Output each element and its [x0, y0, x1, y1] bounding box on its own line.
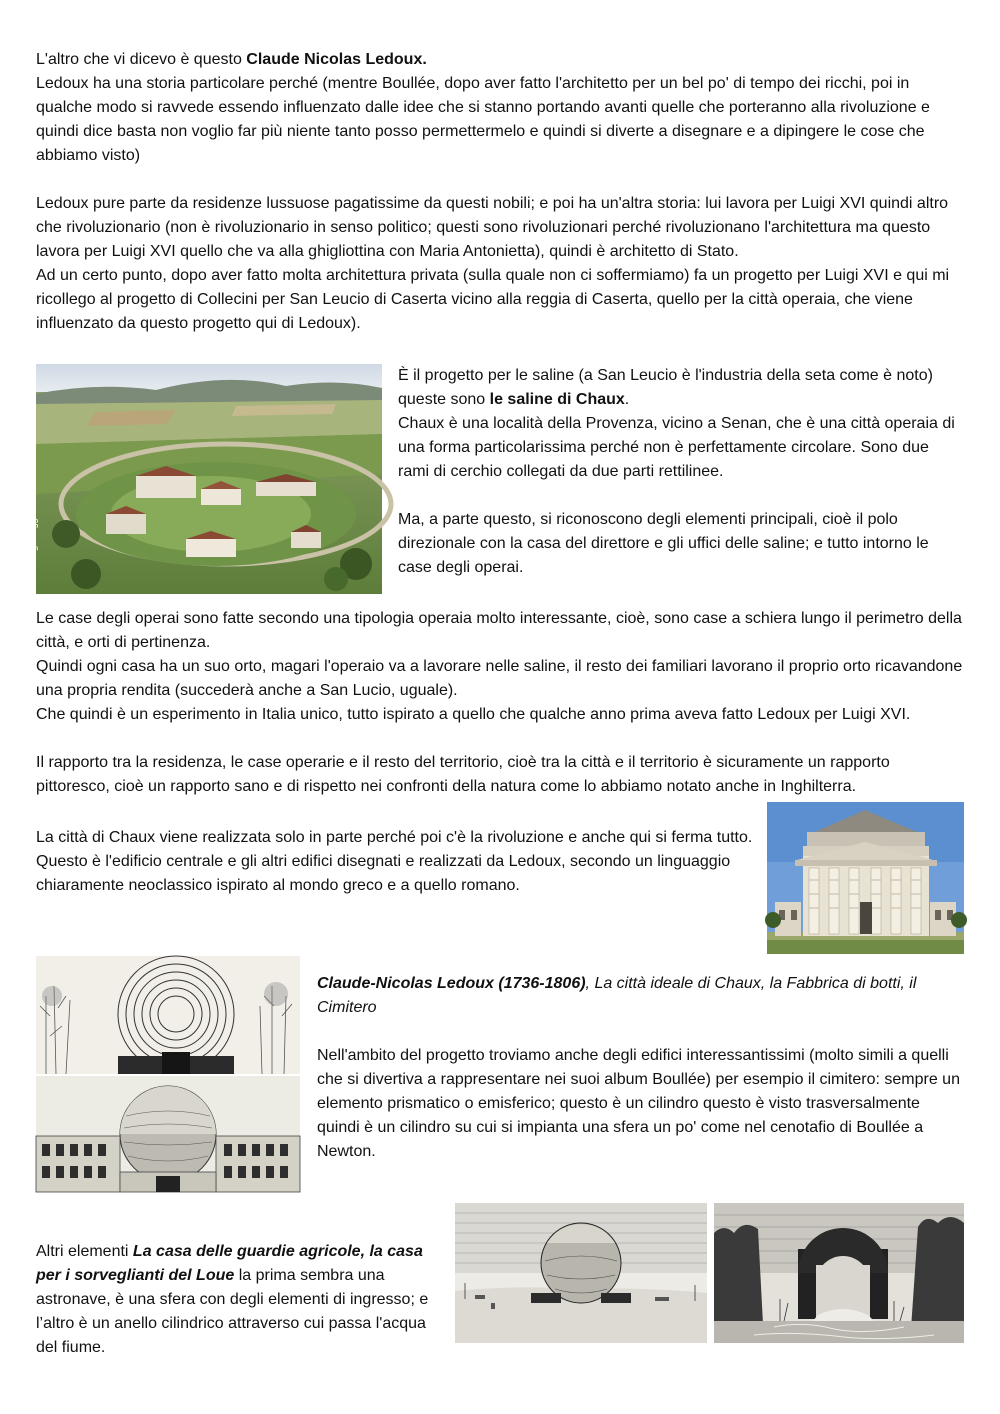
intro-paragraph-3: Ledoux pure parte da residenze lussuose pagatissime da questi nobili; e poi ha un'altra storia: lui lavora per Luigi XVI quindi altro che rivoluzionario (non è rivoluzionario in senso politico; questi sono rivoluzionari perché rivoluzionano l'architettura ma questo lavora per Luigi XVI quello che va alla ghigliottina con Maria Antonietta), quindi è architetto di Stato.: [36, 195, 949, 260]
intro-section: [36, 48, 966, 336]
intro-paragraph-1: [36, 48, 966, 72]
cimitero-paragraph: Nell'ambito del progetto troviamo anche degli edifici interessantissimi (molto simili a quelli che si divertiva a rappresentare nei suoi album Boullée) per esempio il cimitero: sempre un elemento prismatico o emisferico; questo è un cilindro questo è visto trasversalmente quindi è un cilindro su cui si impianta una sfera un po' come nel cenotafio di Boullée a Newton.: [317, 1047, 960, 1160]
photo-credit: © g.abegg: [28, 518, 38, 560]
intro-paragraph-2: Ledoux ha una storia particolare perché (mentre Boullée, dopo aver fatto l'architetto per un bel po' di tempo dei ricchi, poi in qualche modo si ravvede essendo influenzato dalle idee che si stanno portando avanti quelle che porteranno alla rivoluzione e quindi dice basta non voglio far più niente tanto posso permettermelo e quindi si diverte a disegnare e a dipingere le cose che abbiamo visto): [36, 75, 930, 164]
intro-paragraph-4: Ad un certo punto, dopo aver fatto molta architettura privata (sulla quale non ci soffermiamo) fa un progetto per Luigi XVI e qui mi ricollego al progetto di Collecini per San Leucio di Caserta vicino alla reggia di Caserta, quello per la città operaia, che viene influenzato da questo progetto qui di Ledoux).: [36, 267, 950, 332]
saline-text-end: .: [624, 391, 630, 408]
citta-paragraph-1: La città di Chaux viene realizzata solo in parte perché poi c'è la rivoluzione e anche qui si ferma tutto.: [36, 829, 753, 846]
cimitero-caption-author: Claude-Nicolas Ledoux (1736-1806): [317, 975, 586, 992]
guards-house-engraving: [455, 1203, 707, 1343]
cimitero-caption-title: , La città ideale di Chaux, la Fabbrica di botti, il Cimitero: [317, 975, 917, 1016]
cimitero-section: [317, 972, 965, 1164]
case-paragraph-2: Quindi ogni casa ha un suo orto, magari l'operaio va a lavorare nelle saline, il resto dei familiari lavorano il proprio orto ricavandone una propria rendita (succederà anche a San Lucio, uguale).: [36, 658, 963, 699]
saline-paragraph-1: [398, 364, 964, 412]
saline-paragraph-2: Chaux è una località della Provenza, vicino a Senan, che è una città operaia di una forma particolarissima perché non è perfettamente circolare. Sono due rami di cerchio collegati da due parti rettilinee.: [398, 415, 955, 480]
loue-supervisors-house-engraving: [714, 1203, 964, 1343]
architect-name: Claude Nicolas Ledoux.: [246, 51, 427, 68]
case-paragraph-3: Che quindi è un esperimento in Italia unico, tutto ispirato a quello che qualche anno prima aveva fatto Ledoux per Luigi XVI.: [36, 706, 911, 723]
intro-text: L'altro che vi dicevo è questo: [36, 51, 247, 68]
altri-section: [36, 1240, 436, 1360]
saline-aerial-photo: [28, 364, 382, 594]
case-paragraph-1: Le case degli operai sono fatte secondo una tipologia operaia molto interessante, cioè, sono case a schiera lungo il perimetro della città, e orti di pertinenza.: [36, 610, 962, 651]
director-house-photo: [767, 802, 964, 954]
saline-name: le saline di Chaux: [489, 391, 625, 408]
saline-paragraph-3: Ma, a parte questo, si riconoscono degli elementi principali, cioè il polo direzionale con la casa del direttore e gli uffici delle saline; e tutto intorno le case degli operai.: [398, 511, 929, 576]
cemetery-engraving-bottom: [36, 1076, 300, 1192]
case-operai-section: [36, 607, 966, 799]
altri-paragraph: [36, 1240, 436, 1360]
altri-title: La casa delle guardie agricole, la casa per i sorveglianti del Loue: [36, 1243, 423, 1284]
cemetery-engraving-top: [36, 956, 300, 1074]
saline-section: [398, 364, 964, 580]
case-paragraph-4: Il rapporto tra la residenza, le case operarie e il resto del territorio, cioè tra la città e il territorio è sicuramente un rapporto pittoresco, cioè un rapporto sano e di rispetto nei confronti della natura come lo abbiamo notato anche in Inghilterra.: [36, 754, 890, 795]
cimitero-caption: [317, 972, 965, 1020]
citta-section: [36, 826, 756, 898]
citta-paragraph-2: Questo è l'edificio centrale e gli altri edifici disegnati e realizzati da Ledoux, secondo un linguaggio chiaramente neoclassico ispirato al mondo greco e a quello romano.: [36, 853, 731, 894]
altri-text-post: la prima sembra una astronave, è una sfera con degli elementi di ingresso; e l’altro è un anello cilindrico attraverso cui passa l'acqua del fiume.: [36, 1267, 429, 1356]
altri-text-pre: Altri elementi: [36, 1243, 133, 1260]
saline-text: È il progetto per le saline (a San Leucio è l'industria della seta come è noto) queste sono: [398, 367, 933, 408]
